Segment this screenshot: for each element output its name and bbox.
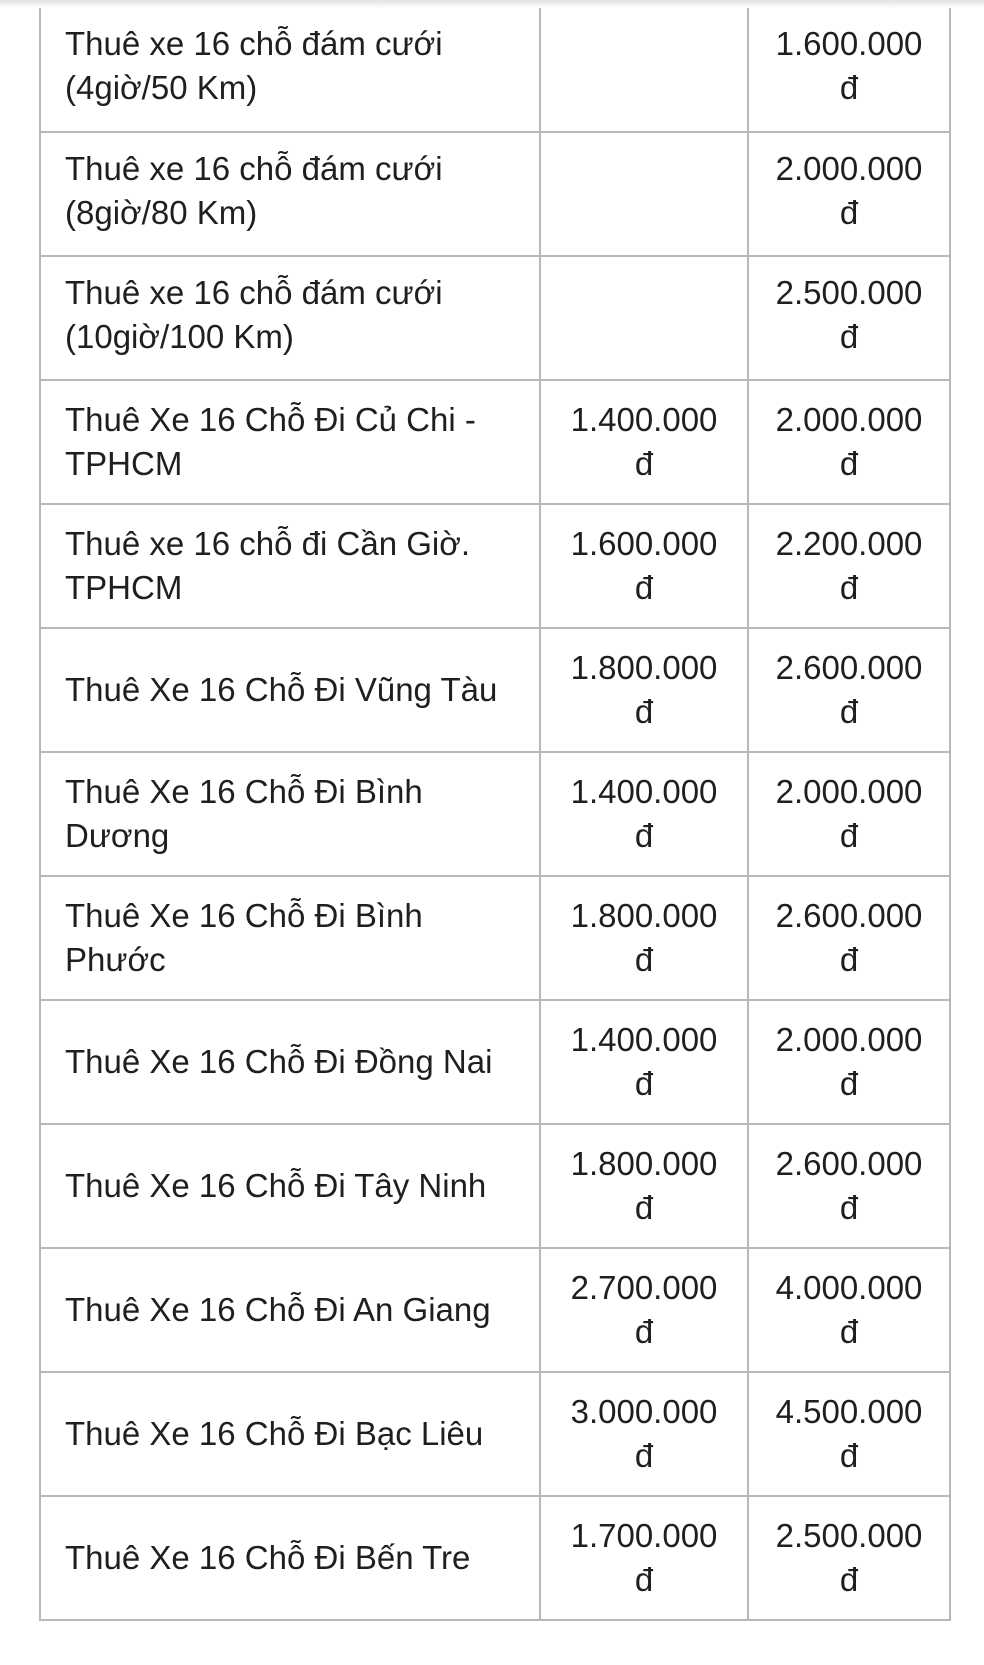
currency-symbol: đ [839, 941, 859, 978]
round-trip-price-cell [748, 504, 950, 628]
price-amount: 1.400.000 [570, 773, 718, 810]
route-name-cell: Thuê Xe 16 Chỗ Đi Tây Ninh [40, 1124, 540, 1248]
table-row [40, 1124, 950, 1248]
one-way-price-cell [540, 1372, 748, 1496]
route-name-cell: Thuê Xe 16 Chỗ Đi Củ Chi - TPHCM [40, 380, 540, 504]
currency-symbol: đ [839, 817, 859, 854]
one-way-price-cell [540, 752, 748, 876]
price-amount: 2.600.000 [775, 897, 923, 934]
currency-symbol: đ [634, 1313, 654, 1350]
price-amount: 2.200.000 [775, 525, 923, 562]
one-way-price-cell [540, 628, 748, 752]
one-way-price-cell [540, 8, 748, 132]
currency-symbol: đ [839, 693, 859, 730]
currency-symbol: đ [634, 445, 654, 482]
table-row [40, 1000, 950, 1124]
round-trip-price-cell [748, 752, 950, 876]
price-amount: 2.000.000 [775, 1021, 923, 1058]
currency-symbol: đ [839, 1313, 859, 1350]
currency-symbol: đ [839, 1189, 859, 1226]
round-trip-price-cell [748, 628, 950, 752]
one-way-price-cell [540, 876, 748, 1000]
one-way-price-cell [540, 132, 748, 256]
currency-symbol: đ [634, 693, 654, 730]
price-amount: 2.000.000 [775, 773, 923, 810]
price-amount: 2.600.000 [775, 649, 923, 686]
one-way-price-cell [540, 1000, 748, 1124]
currency-symbol: đ [839, 569, 859, 606]
table-row [40, 380, 950, 504]
round-trip-price-cell [748, 1000, 950, 1124]
table-row [40, 876, 950, 1000]
price-amount: 1.700.000 [570, 1517, 718, 1554]
currency-symbol: đ [634, 1561, 654, 1598]
price-amount: 1.800.000 [570, 1145, 718, 1182]
currency-symbol: đ [839, 318, 859, 355]
route-name-cell: Thuê xe 16 chỗ đám cưới (10giờ/100 Km) [40, 256, 540, 380]
price-amount: 2.500.000 [775, 1517, 923, 1554]
currency-symbol: đ [839, 1561, 859, 1598]
route-name-cell: Thuê Xe 16 Chỗ Đi Bến Tre [40, 1496, 540, 1620]
route-name-cell: Thuê xe 16 chỗ đám cưới (4giờ/50 Km) [40, 8, 540, 132]
round-trip-price-cell [748, 876, 950, 1000]
table-row [40, 628, 950, 752]
currency-symbol: đ [634, 817, 654, 854]
top-scroll-shadow [0, 0, 984, 8]
currency-symbol: đ [634, 941, 654, 978]
one-way-price-cell [540, 1124, 748, 1248]
table-row [40, 1248, 950, 1372]
route-name-cell: Thuê Xe 16 Chỗ Đi Vũng Tàu [40, 628, 540, 752]
round-trip-price-cell [748, 1496, 950, 1620]
price-amount: 4.000.000 [775, 1269, 923, 1306]
one-way-price-cell [540, 256, 748, 380]
table-row [40, 752, 950, 876]
route-name-cell: Thuê Xe 16 Chỗ Đi Đồng Nai [40, 1000, 540, 1124]
round-trip-price-cell [748, 8, 950, 132]
currency-symbol: đ [839, 445, 859, 482]
route-name-cell: Thuê xe 16 chỗ đi Cần Giờ. TPHCM [40, 504, 540, 628]
table-row [40, 132, 950, 256]
price-amount: 2.500.000 [775, 274, 923, 311]
round-trip-price-cell [748, 1248, 950, 1372]
price-amount: 3.000.000 [570, 1393, 718, 1430]
currency-symbol: đ [839, 69, 859, 106]
currency-symbol: đ [634, 1437, 654, 1474]
route-name-cell: Thuê Xe 16 Chỗ Đi An Giang [40, 1248, 540, 1372]
price-amount: 1.600.000 [570, 525, 718, 562]
price-amount: 2.600.000 [775, 1145, 923, 1182]
price-amount: 2.000.000 [775, 150, 923, 187]
one-way-price-cell [540, 380, 748, 504]
currency-symbol: đ [634, 569, 654, 606]
one-way-price-cell [540, 504, 748, 628]
price-amount: 1.800.000 [570, 897, 718, 934]
table-row [40, 1496, 950, 1620]
currency-symbol: đ [839, 1065, 859, 1102]
table-row [40, 504, 950, 628]
price-amount: 2.000.000 [775, 401, 923, 438]
one-way-price-cell [540, 1248, 748, 1372]
route-name-cell: Thuê Xe 16 Chỗ Đi Bình Phước [40, 876, 540, 1000]
price-amount: 1.400.000 [570, 401, 718, 438]
price-table [39, 8, 951, 1621]
price-table-body [40, 8, 950, 1620]
price-amount: 1.600.000 [775, 25, 923, 62]
round-trip-price-cell [748, 1124, 950, 1248]
price-table-container [39, 8, 949, 1621]
price-amount: 4.500.000 [775, 1393, 923, 1430]
currency-symbol: đ [634, 1065, 654, 1102]
one-way-price-cell [540, 1496, 748, 1620]
round-trip-price-cell [748, 256, 950, 380]
currency-symbol: đ [839, 1437, 859, 1474]
price-amount: 2.700.000 [570, 1269, 718, 1306]
route-name-cell: Thuê Xe 16 Chỗ Đi Bình Dương [40, 752, 540, 876]
table-row [40, 256, 950, 380]
price-amount: 1.800.000 [570, 649, 718, 686]
round-trip-price-cell [748, 1372, 950, 1496]
table-row [40, 1372, 950, 1496]
round-trip-price-cell [748, 380, 950, 504]
currency-symbol: đ [634, 1189, 654, 1226]
price-amount: 1.400.000 [570, 1021, 718, 1058]
currency-symbol: đ [839, 194, 859, 231]
table-row [40, 8, 950, 132]
route-name-cell: Thuê xe 16 chỗ đám cưới (8giờ/80 Km) [40, 132, 540, 256]
route-name-cell: Thuê Xe 16 Chỗ Đi Bạc Liêu [40, 1372, 540, 1496]
round-trip-price-cell [748, 132, 950, 256]
